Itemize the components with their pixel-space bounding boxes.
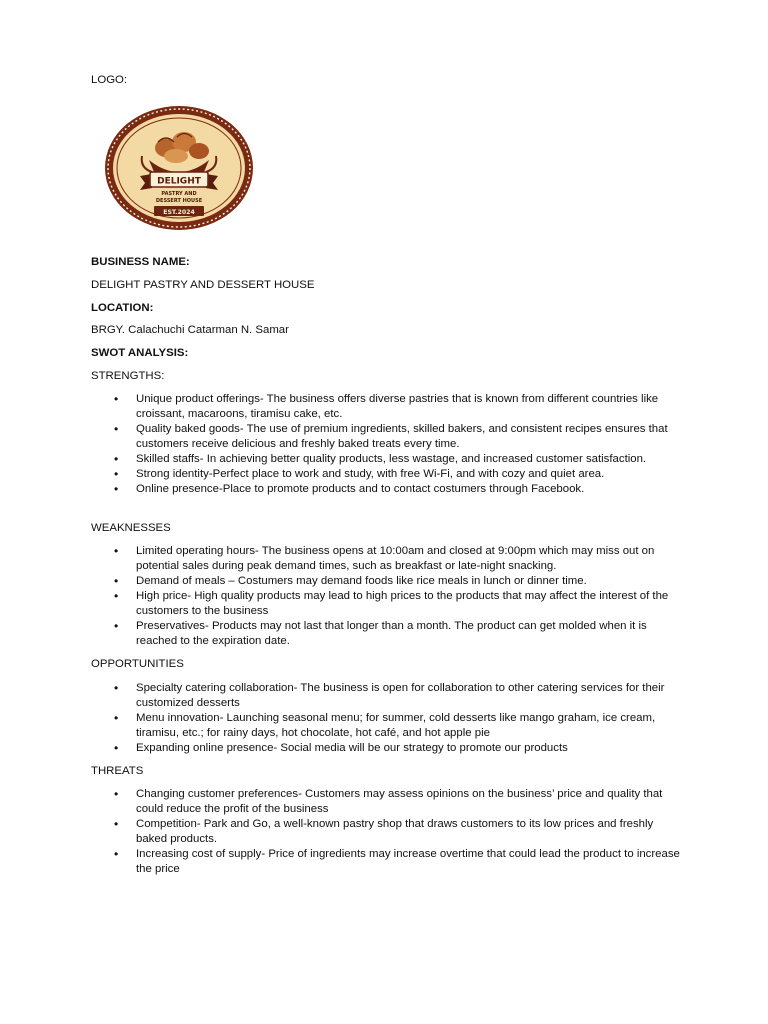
weaknesses-list xyxy=(0,544,768,649)
threat-item: • Changing customer preferences- Customers may assess opinions on the business’ price and quality that could reduce the profit of the business xyxy=(0,787,768,817)
logo-brand-text: DELIGHT xyxy=(157,176,201,187)
strength-item: • Online presence-Place to promote products and to contact costumers through Facebook. xyxy=(0,482,768,497)
swot-label: SWOT ANALYSIS: xyxy=(91,347,189,359)
weakness-item: • Demand of meals – Costumers may demand foods like rice meals in lunch or dinner time. xyxy=(0,574,768,589)
strength-item: • Unique product offerings- The business offers diverse pastries that is known from different countries like croissant, macaroons, tiramisu cake, etc. xyxy=(0,392,768,422)
logo-line2-text: DESSERT HOUSE xyxy=(155,198,203,204)
opportunity-item: • Specialty catering collaboration- The business is open for collaboration to other catering services for their customized desserts xyxy=(0,681,768,711)
threat-item: • Competition- Park and Go, a well-known pastry shop that draws customers to its low prices and freshly baked products. xyxy=(0,817,768,847)
weaknesses-heading: WEAKNESSES xyxy=(91,522,171,534)
business-name-label: BUSINESS NAME: xyxy=(91,256,190,268)
location-value: BRGY. Calachuchi Catarman N. Samar xyxy=(91,324,289,336)
strengths-list xyxy=(0,392,768,497)
opportunities-list xyxy=(0,681,768,756)
business-name-value: DELIGHT PASTRY AND DESSERT HOUSE xyxy=(91,279,315,291)
opportunity-item: • Expanding online presence- Social media will be our strategy to promote our products xyxy=(0,741,768,756)
opportunity-item: • Menu innovation- Launching seasonal menu; for summer, cold desserts like mango graham, ice cream, tiramisu, etc.; for rainy days, hot chocolate, hot café, and hot apple pie xyxy=(0,711,768,741)
threats-heading: THREATS xyxy=(91,765,144,777)
logo-est-text: EST.2024 xyxy=(163,208,195,216)
weakness-item: • Limited operating hours- The business opens at 10:00am and closed at 9:00pm which may miss out on potential sales during peak demand times, such as breakfast or late-night snacking. xyxy=(0,544,768,574)
weakness-item: • High price- High quality products may lead to high prices to the products that may affect the interest of the customers to the business xyxy=(0,589,768,619)
strength-item: • Strong identity-Perfect place to work and study, with free Wi-Fi, and with cozy and quiet area. xyxy=(0,467,768,482)
location-label: LOCATION: xyxy=(91,302,154,314)
logo-label: LOGO: xyxy=(91,74,128,86)
threat-item: • Increasing cost of supply- Price of ingredients may increase overtime that could lead the product to increase the price xyxy=(0,847,768,877)
weakness-item: • Preservatives- Products may not last that longer than a month. The product can get molded when it is reached to the expiration date. xyxy=(0,619,768,649)
threats-list xyxy=(0,787,768,877)
logo-ribbon xyxy=(140,172,218,190)
opportunities-heading: OPPORTUNITIES xyxy=(91,658,184,670)
logo-line1-text: PASTRY AND xyxy=(161,191,197,197)
strengths-heading: STRENGTHS: xyxy=(91,370,165,382)
business-logo xyxy=(104,106,254,231)
strength-item: • Quality baked goods- The use of premium ingredients, skilled bakers, and consistent recipes ensures that customers receive delicious and freshly baked treats every time. xyxy=(0,422,768,452)
strength-item: • Skilled staffs- In achieving better quality products, less wastage, and increased customer satisfaction. xyxy=(0,452,768,467)
